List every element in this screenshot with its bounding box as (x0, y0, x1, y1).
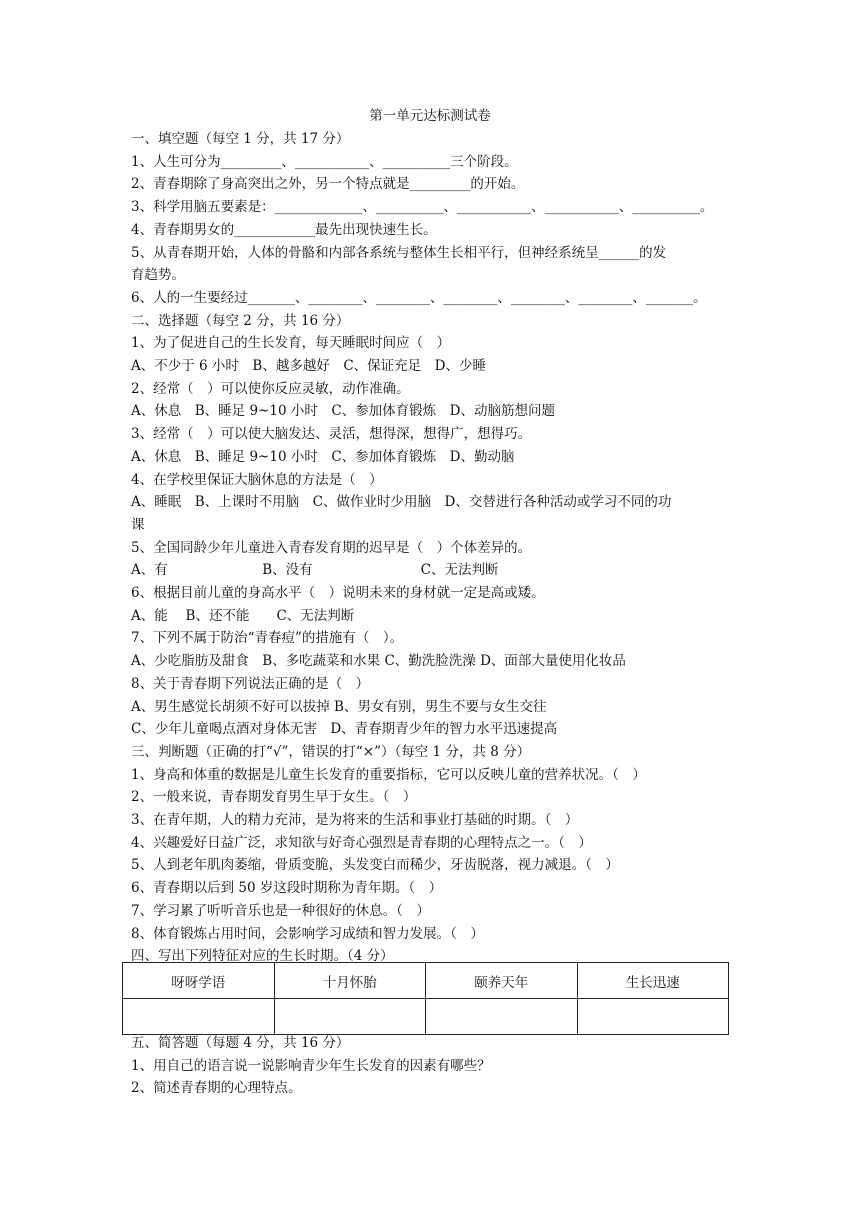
question-line: 3、科学用脑五要素是：_____________、__________、___________、___________、__________。 (131, 199, 714, 216)
growth-period-table (122, 962, 729, 1035)
question-line: 1、人生可分为_________、___________、__________三个阶段。 (131, 153, 518, 170)
table-header-cell: 十月怀胎 (274, 963, 426, 999)
question-line: 4、兴趣爱好日益广泛，求知欲与好奇心强烈是青春期的心理特点之一。（ ） (131, 834, 592, 851)
question-line: 三、判断题（正确的打“√”，错误的打“×”）（每空 1 分，共 8 分） (131, 743, 531, 760)
question-line: A、能 B、还不能 C、无法判断 (131, 607, 355, 624)
question-line: 5、从青春期开始，人体的骨骼和内部各系统与整体生长相平行，但神经系统呈______的发 (131, 244, 667, 261)
question-line: 课 (131, 516, 145, 533)
question-line: A、休息 B、睡足 9~10 小时 C、参加体育锻炼 D、勤动脑 (131, 448, 515, 465)
question-line: C、少年儿童喝点酒对身体无害 D、青春期青少年的智力水平迅速提高 (131, 721, 558, 738)
question-line: 二、选择题（每空 2 分，共 16 分） (131, 312, 350, 329)
question-line: 5、全国同龄少年儿童进入青春发育期的迟早是（ ）个体差异的。 (131, 539, 532, 556)
question-line: A、睡眠 B、上课时不用脑 C、做作业时少用脑 D、交替进行各种活动或学习不同的功 (131, 494, 672, 511)
question-line: 五、简答题（每题 4 分，共 16 分） (131, 1035, 350, 1051)
question-line: A、男生感觉长胡须不好可以拔掉 B、男女有别，男生不要与女生交往 (131, 698, 547, 715)
question-line: 6、青春期以后到 50 岁这段时期称为青年期。（ ） (131, 880, 443, 897)
question-line: 1、为了促进自己的生长发育，每天睡眠时间应（ ） (131, 335, 451, 352)
question-line: A、有 B、没有 C、无法判断 (131, 562, 499, 579)
answer-cell[interactable] (577, 999, 729, 1035)
question-line: 1、用自己的语言说一说影响青少年生长发育的因素有哪些？ (131, 1057, 491, 1074)
table-answer-row (123, 999, 729, 1035)
question-line: A、休息 B、睡足 9~10 小时 C、参加体育锻炼 D、动脑筋想问题 (131, 403, 555, 420)
answer-cell[interactable] (426, 999, 578, 1035)
question-line: A、不少于 6 小时 B、越多越好 C、保证充足 D、少睡 (131, 358, 486, 374)
question-line: 7、学习累了听听音乐也是一种很好的休息。（ ） (131, 902, 430, 919)
question-line: 7、下列不属于防治“青春痘”的措施有（ ）。 (131, 630, 404, 647)
question-line: 4、青春期男女的____________最先出现快速生长。 (131, 221, 437, 238)
question-line: 6、人的一生要经过_______、________、________、________、________、________、_______。 (131, 289, 707, 306)
question-line: 4、在学校里保证大脑休息的方法是（ ） (131, 471, 383, 488)
question-line: 2、一般来说，青春期发育男生早于女生。（ ） (131, 789, 417, 806)
question-line: 一、填空题（每空 1 分，共 17 分） (131, 131, 350, 147)
question-line: 2、简述青春期的心理特点。 (131, 1080, 302, 1097)
table-header-row (123, 963, 729, 999)
question-line: 3、经常（ ）可以使大脑发达、灵活，想得深，想得广，想得巧。 (131, 426, 532, 443)
answer-cell[interactable] (274, 999, 426, 1035)
answer-cell[interactable] (123, 999, 275, 1035)
question-line: 8、体育锻炼占用时间，会影响学习成绩和智力发展。（ ） (131, 925, 484, 942)
question-line: 1、身高和体重的数据是儿童生长发育的重要指标，它可以反映儿童的营养状况。（ ） (131, 766, 646, 783)
question-line: 2、经常（ ）可以使你反应灵敏，动作准确。 (131, 380, 410, 397)
question-line: 育趋势。 (131, 267, 185, 284)
question-line: 5、人到老年肌肉萎缩，骨质变脆，头发变白而稀少，牙齿脱落，视力减退。（ ） (131, 857, 619, 874)
question-line: A、少吃脂肪及甜食 B、多吃蔬菜和水果 C、勤洗脸洗澡 D、面部大量使用化妆品 (131, 653, 626, 670)
table-header-cell: 颐养天年 (426, 963, 578, 999)
question-line: 6、根据目前儿童的身高水平（ ）说明未来的身材就一定是高或矮。 (131, 585, 545, 601)
page-title: 第一单元达标测试卷 (369, 108, 491, 124)
question-line: 四、写出下列特征对应的生长时期。（4 分） (131, 948, 394, 965)
question-line: 2、青春期除了身高突出之外，另一个特点就是_________的开始。 (131, 176, 525, 193)
table-header-cell: 呀呀学语 (123, 963, 275, 999)
table-header-cell: 生长迅速 (577, 963, 729, 999)
question-line: 3、在青年期，人的精力充沛，是为将来的生活和事业打基础的时期。（ ） (131, 812, 579, 828)
question-line: 8、关于青春期下列说法正确的是（ ） (131, 675, 370, 692)
